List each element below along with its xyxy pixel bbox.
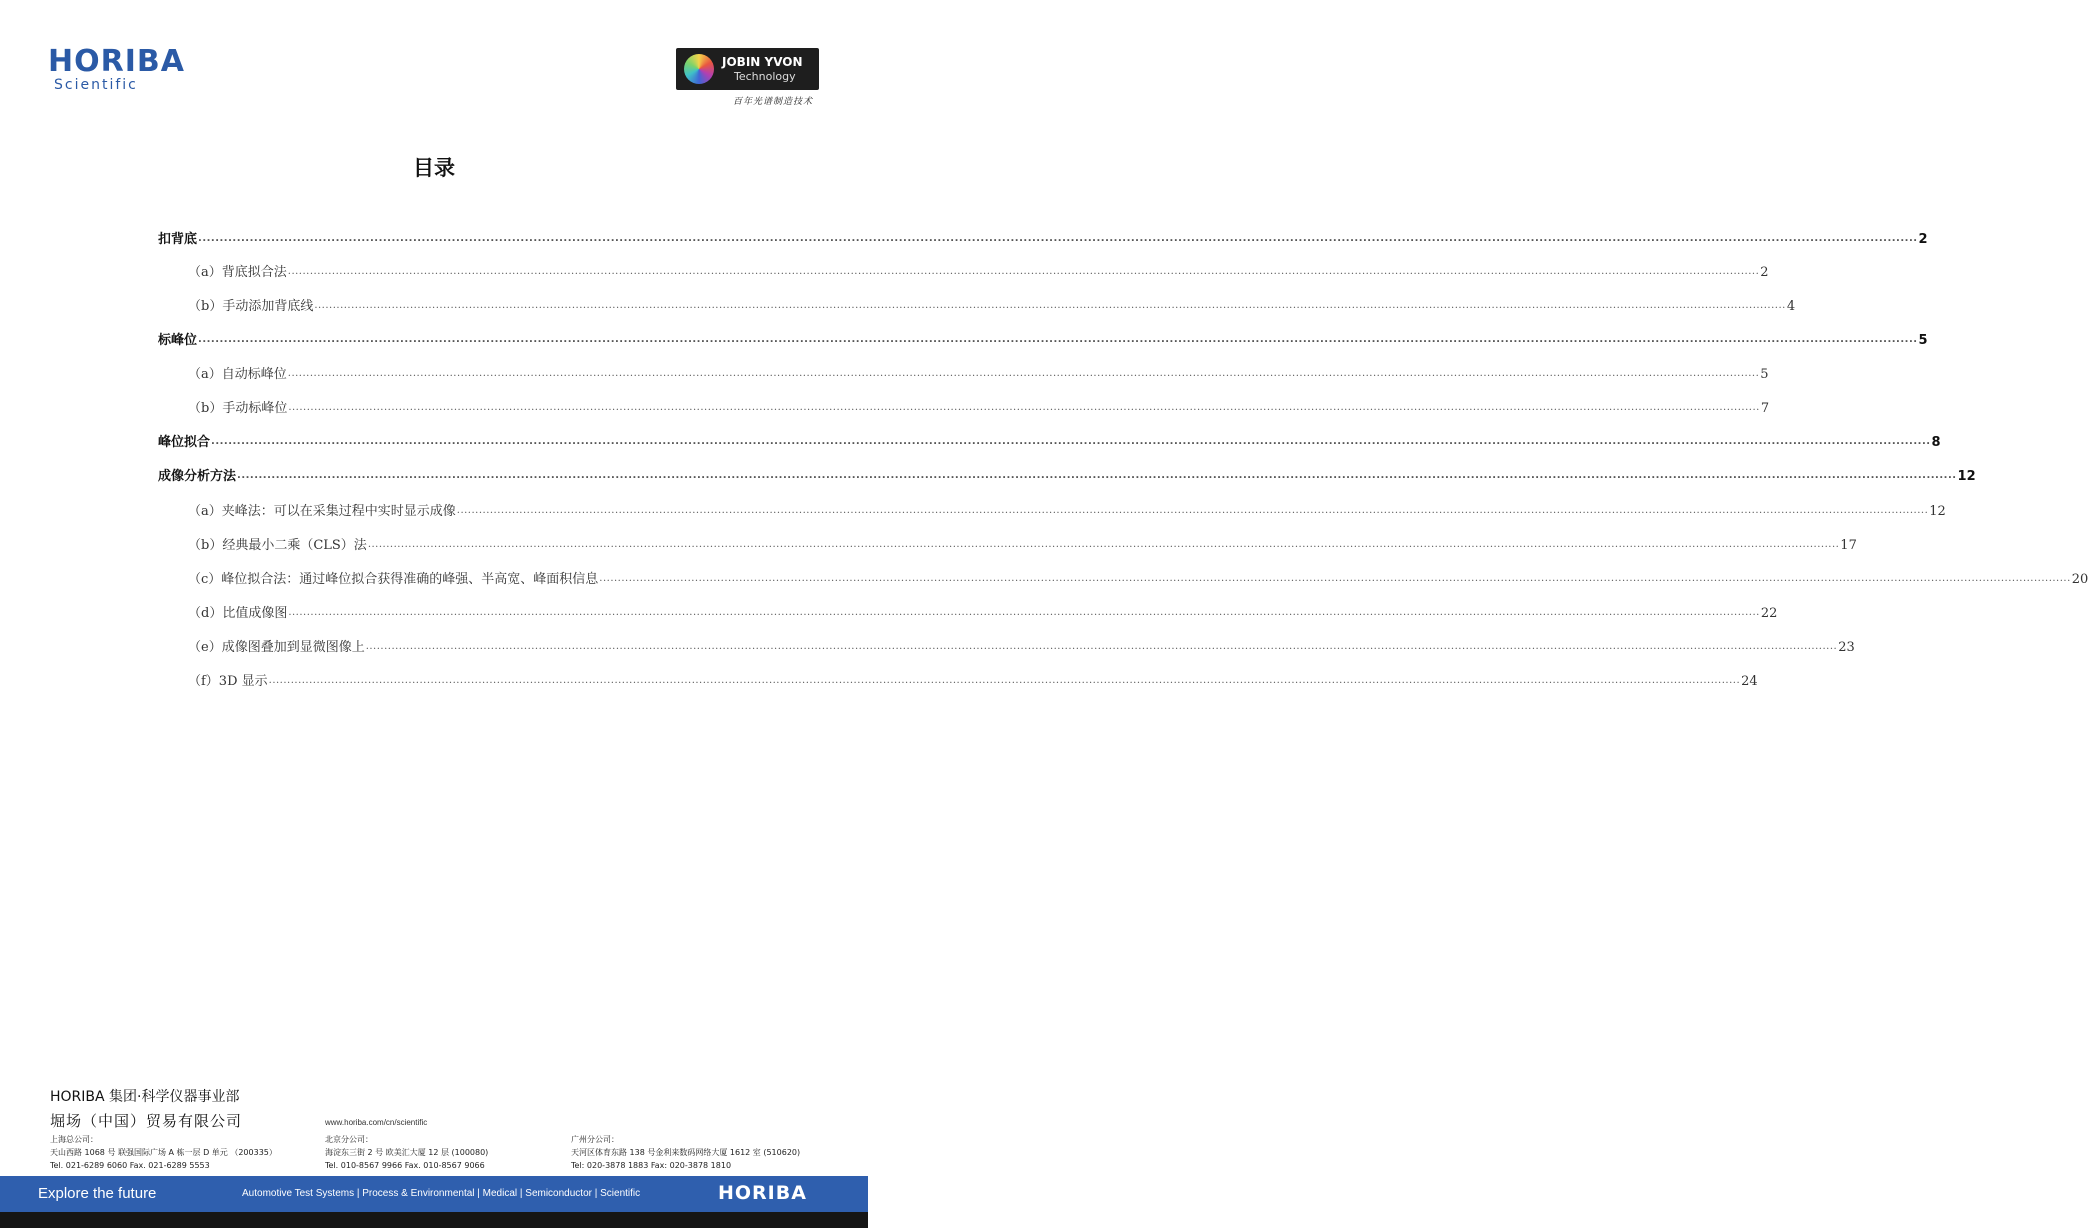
toc-entry-page: 2 — [1760, 265, 1769, 280]
toc-entry-page: 23 — [1838, 640, 1855, 655]
explore-slogan: Explore the future — [38, 1185, 157, 1202]
toc-entry-label: （d）比值成像图 — [188, 606, 288, 621]
toc-leader-dots: ................................................................................................................................................................................................................................................................................................................................................................................................................ — [237, 470, 1957, 481]
toc-leader-dots: ................................................................................................................................................................................................................................................................................................................................................................................................................ — [198, 233, 1918, 244]
toc-entry[interactable] — [158, 499, 1946, 519]
office-shanghai-phone: Tel. 021-6289 6060 Fax. 021-6289 5553 — [50, 1161, 210, 1170]
jobin-yvon-disc-icon — [684, 54, 714, 84]
toc-leader-dots: ................................................................................................................................................................................................................................................................................................................................................................................................................ — [365, 641, 1838, 652]
website-link[interactable]: www.horiba.com/cn/scientific — [325, 1118, 428, 1127]
toc-leader-dots: ................................................................................................................................................................................................................................................................................................................................................................................................................ — [211, 436, 1931, 447]
office-shanghai-address: 天山西路 1068 号 联强国际广场 A 栋一层 D 单元 （200335） — [50, 1148, 277, 1157]
jobin-yvon-name: JOBIN YVON — [722, 55, 803, 69]
horiba-scientific-logo — [48, 46, 185, 92]
jobin-yvon-tagline: 百年光谱制造技术 — [733, 97, 814, 107]
toc-entry-label: （c）峰位拟合法：通过峰位拟合获得准确的峰强、半高宽、峰面积信息 — [188, 572, 599, 587]
toc-entry-page: 8 — [1931, 435, 1941, 450]
toc-entry-label: （b）手动添加背底线 — [188, 299, 314, 314]
toc-entry[interactable] — [158, 567, 2088, 587]
office-guangzhou-title: 广州分公司： — [571, 1135, 619, 1144]
office-shanghai — [50, 1133, 277, 1172]
footer-band — [0, 1176, 868, 1212]
toc-entry[interactable] — [158, 362, 1769, 382]
office-guangzhou-address: 天河区体育东路 138 号金利来数码网络大厦 1612 室 (510620) — [571, 1148, 801, 1157]
toc-leader-dots: ................................................................................................................................................................................................................................................................................................................................................................................................................ — [599, 573, 2071, 584]
toc-entry-page: 12 — [1929, 504, 1946, 519]
toc-entry[interactable] — [158, 396, 1770, 416]
office-beijing-title: 北京分公司： — [325, 1135, 373, 1144]
bottom-bar — [0, 1212, 868, 1228]
toc-entry-label: （a）夹峰法：可以在采集过程中实时显示成像 — [188, 504, 456, 519]
toc-entry[interactable] — [158, 669, 1758, 689]
toc-entry-page: 22 — [1760, 606, 1778, 621]
toc-entry-page: 5 — [1760, 367, 1769, 382]
toc-entry-page: 4 — [1786, 299, 1796, 314]
toc-entry-label: （a）自动标峰位 — [188, 367, 287, 382]
office-shanghai-title: 上海总公司： — [50, 1135, 98, 1144]
toc-leader-dots: ................................................................................................................................................................................................................................................................................................................................................................................................................ — [288, 607, 1760, 618]
toc-leader-dots: ................................................................................................................................................................................................................................................................................................................................................................................................................ — [198, 334, 1918, 345]
toc-entry-label: （e）成像图叠加到显微图像上 — [188, 640, 365, 655]
toc-entry-label: 扣背底 — [158, 232, 198, 247]
toc-entry-label: （b）经典最小二乘（CLS）法 — [188, 538, 367, 553]
toc-entry-label: 标峰位 — [158, 333, 198, 348]
office-beijing-address: 海淀东三街 2 号 欧美汇大厦 12 层 (100080) — [325, 1148, 489, 1157]
jobin-yvon-tech: Technology — [734, 70, 796, 83]
horiba-logo-sub: Scientific — [54, 77, 138, 93]
toc-leader-dots: ................................................................................................................................................................................................................................................................................................................................................................................................................ — [288, 402, 1760, 413]
toc-entry[interactable] — [158, 260, 1769, 280]
toc-entry-page: 17 — [1840, 538, 1857, 553]
toc-entry[interactable] — [158, 328, 1928, 348]
toc-leader-dots: ................................................................................................................................................................................................................................................................................................................................................................................................................ — [287, 266, 1760, 277]
toc-entry[interactable] — [158, 533, 1857, 553]
toc-entry-label: 成像分析方法 — [158, 469, 237, 484]
toc-entry-page: 20 — [2071, 572, 2088, 587]
horiba-logo-word: HORIBA — [48, 44, 185, 79]
toc-entry-label: （a）背底拟合法 — [188, 265, 287, 280]
office-beijing — [325, 1133, 488, 1172]
toc-entry[interactable] — [158, 227, 1928, 247]
toc-entry-label: 峰位拟合 — [158, 435, 211, 450]
toc-entry[interactable] — [158, 464, 1976, 484]
toc-entry[interactable] — [158, 294, 1796, 314]
toc-leader-dots: ................................................................................................................................................................................................................................................................................................................................................................................................................ — [314, 300, 1786, 311]
toc-entry-label: （f）3D 显示 — [188, 674, 268, 689]
page-title: 目录 — [413, 156, 455, 180]
toc-entry-page: 12 — [1957, 469, 1976, 484]
jobin-yvon-logo — [676, 48, 819, 90]
toc-entry-page: 2 — [1918, 232, 1928, 247]
toc-leader-dots: ................................................................................................................................................................................................................................................................................................................................................................................................................ — [456, 505, 1929, 516]
corp-line-2: 堀场（中国）贸易有限公司 — [50, 1112, 243, 1130]
toc-leader-dots: ................................................................................................................................................................................................................................................................................................................................................................................................................ — [287, 368, 1760, 379]
office-guangzhou — [571, 1133, 800, 1172]
toc-leader-dots: ................................................................................................................................................................................................................................................................................................................................................................................................................ — [367, 539, 1840, 550]
toc-entry[interactable] — [158, 430, 1941, 450]
office-guangzhou-phone: Tel: 020-3878 1883 Fax: 020-3878 1810 — [571, 1161, 732, 1170]
toc-entry-page: 24 — [1741, 674, 1758, 689]
business-sectors: Automotive Test Systems | Process & Environmental | Medical | Semiconductor | Scientific — [242, 1188, 641, 1199]
toc-entry-label: （b）手动标峰位 — [188, 401, 288, 416]
toc-entry-page: 7 — [1760, 401, 1770, 416]
toc-entry[interactable] — [158, 601, 1778, 621]
toc-entry[interactable] — [158, 635, 1855, 655]
corp-line-1: HORIBA 集团·科学仪器事业部 — [50, 1089, 240, 1105]
toc-entry-page: 5 — [1918, 333, 1928, 348]
footer-horiba-logo: HORIBA — [718, 1182, 807, 1204]
toc-leader-dots: ................................................................................................................................................................................................................................................................................................................................................................................................................ — [268, 675, 1741, 686]
office-beijing-phone: Tel. 010-8567 9966 Fax. 010-8567 9066 — [325, 1161, 485, 1170]
